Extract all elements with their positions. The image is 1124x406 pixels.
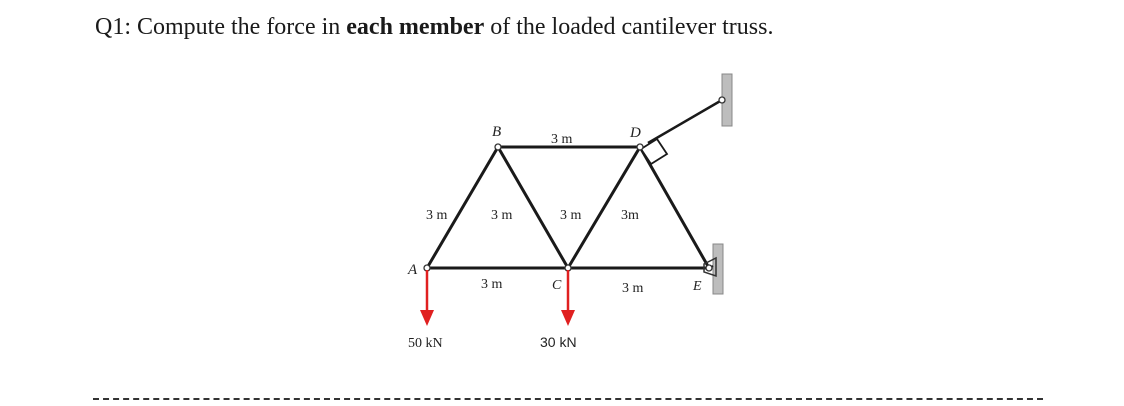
dim-label-bd: 3 m bbox=[551, 132, 573, 147]
pin-e bbox=[706, 265, 712, 271]
joint-label-a: A bbox=[408, 262, 418, 278]
dim-label-bc: 3 m bbox=[491, 208, 513, 223]
joint-label-d: D bbox=[630, 125, 641, 141]
dim-label-cd: 3 m bbox=[560, 208, 582, 223]
load-label-c: 30 kN bbox=[540, 334, 577, 350]
dim-label-de: 3m bbox=[621, 208, 639, 223]
dim-label-ac: 3 m bbox=[481, 277, 503, 292]
dim-label-ce: 3 m bbox=[622, 281, 644, 296]
upper-support-link bbox=[648, 100, 722, 143]
right-angle-marker bbox=[641, 139, 667, 164]
dim-label-ab: 3 m bbox=[426, 208, 448, 223]
lower-wall-support bbox=[713, 244, 723, 294]
question-bold: each member bbox=[346, 14, 485, 40]
load-arrow-a bbox=[420, 270, 434, 326]
pin-upper-wall bbox=[719, 97, 725, 103]
load-label-a: 50 kN bbox=[408, 336, 443, 351]
dashed-divider bbox=[93, 398, 1043, 400]
load-arrow-c bbox=[561, 270, 575, 326]
joint-label-b: B bbox=[492, 124, 502, 140]
pin-b bbox=[495, 144, 501, 150]
joint-label-e: E bbox=[693, 279, 702, 294]
question-prefix: Q1: Compute the force in bbox=[95, 14, 347, 40]
joint-label-c: C bbox=[552, 278, 562, 293]
question-suffix: of the loaded cantilever truss. bbox=[484, 14, 774, 40]
pin-d bbox=[637, 144, 643, 150]
member-de bbox=[640, 147, 709, 268]
